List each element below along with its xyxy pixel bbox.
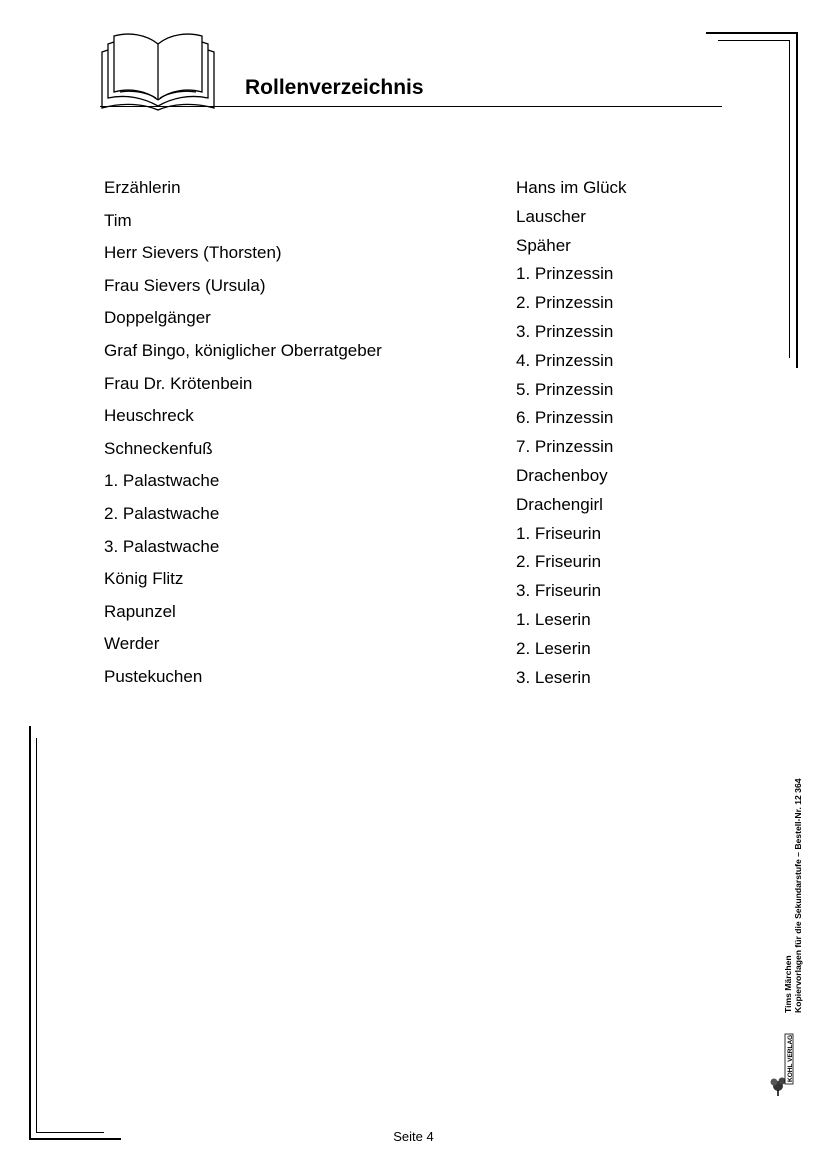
- role-item: Späher: [516, 235, 571, 255]
- frame-line: [789, 40, 790, 358]
- role-item: 7. Prinzessin: [516, 437, 614, 457]
- role-item: 6. Prinzessin: [516, 408, 614, 428]
- imprint-order: Kopiervorlagen für die Sekundarstufe – Bestell-Nr. 12 364: [793, 778, 803, 1013]
- role-item: 1. Prinzessin: [516, 264, 614, 284]
- header-rule: [100, 106, 722, 107]
- publisher-name: KOHL VERLAG: [787, 1034, 794, 1082]
- role-item: Rapunzel: [104, 601, 176, 621]
- role-item: 3. Prinzessin: [516, 321, 614, 341]
- frame-line: [36, 738, 37, 1132]
- role-item: König Flitz: [104, 569, 184, 589]
- role-item: 5. Prinzessin: [516, 379, 614, 399]
- role-item: Doppelgänger: [104, 308, 211, 328]
- role-item: 2. Palastwache: [104, 503, 220, 523]
- role-item: 1. Leserin: [516, 609, 591, 629]
- frame-line: [706, 32, 796, 34]
- frame-line: [796, 32, 798, 368]
- role-item: Frau Dr. Krötenbein: [104, 373, 253, 393]
- role-item: 3. Friseurin: [516, 581, 602, 601]
- role-item: 3. Leserin: [516, 667, 591, 687]
- role-list-left: [104, 177, 382, 699]
- role-item: 2. Leserin: [516, 638, 591, 658]
- role-item: 2. Prinzessin: [516, 293, 614, 313]
- frame-line: [718, 40, 790, 41]
- role-list-right: [516, 177, 627, 695]
- role-item: Frau Sievers (Ursula): [104, 275, 266, 295]
- role-item: Pustekuchen: [104, 666, 203, 686]
- role-item: 4. Prinzessin: [516, 350, 614, 370]
- frame-line: [29, 726, 31, 1138]
- open-book-icon: [98, 30, 218, 112]
- role-item: Drachenboy: [516, 465, 608, 485]
- role-item: Lauscher: [516, 206, 586, 226]
- role-item: 1. Palastwache: [104, 471, 220, 491]
- role-item: Graf Bingo, königlicher Oberratgeber: [104, 340, 382, 360]
- role-item: 2. Friseurin: [516, 552, 602, 572]
- role-item: 3. Palastwache: [104, 536, 220, 556]
- side-imprint: [783, 779, 803, 1014]
- imprint-title: Tims Märchen: [783, 955, 793, 1013]
- role-item: Erzählerin: [104, 178, 181, 197]
- role-item: Hans im Glück: [516, 178, 627, 197]
- publisher-logo: [768, 1030, 802, 1096]
- role-item: Tim: [104, 210, 132, 230]
- role-item: Heuschreck: [104, 406, 194, 426]
- role-item: Herr Sievers (Thorsten): [104, 243, 282, 263]
- page-number: Seite 4: [393, 1129, 434, 1144]
- role-item: 1. Friseurin: [516, 523, 602, 543]
- role-item: Werder: [104, 634, 160, 654]
- role-item: Schneckenfuß: [104, 438, 213, 458]
- page-title: Rollenverzeichnis: [245, 76, 424, 99]
- role-item: Drachengirl: [516, 494, 603, 514]
